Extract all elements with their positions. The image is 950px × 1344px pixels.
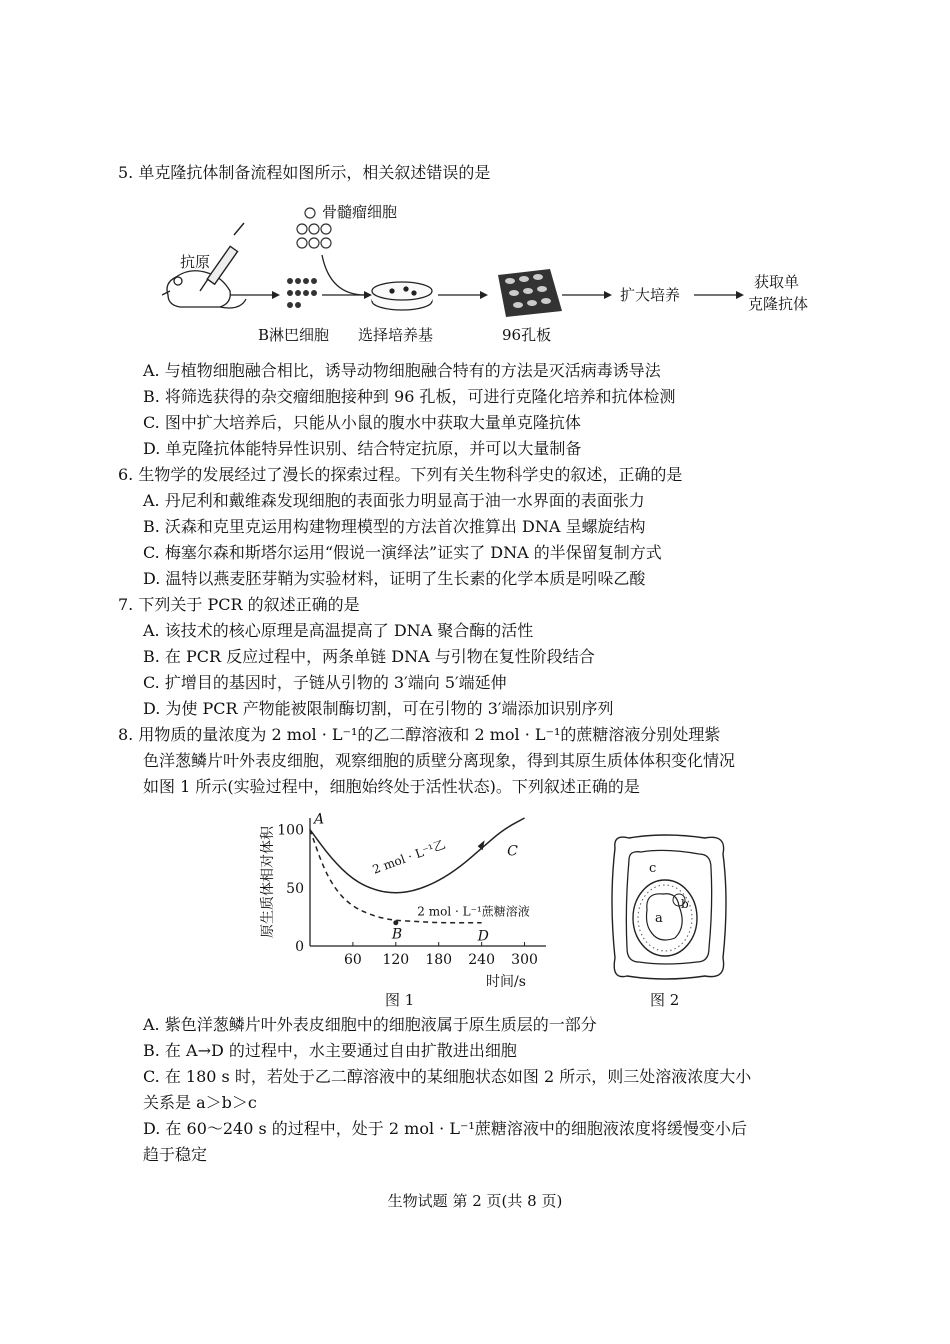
q6-stem: 6. 生物学的发展经过了漫长的探索过程。下列有关生物科学史的叙述，正确的是 bbox=[118, 465, 683, 484]
b-cell-label: B淋巴细胞 bbox=[258, 326, 330, 344]
q7-option-c: C. 扩增目的基因时，子链从引物的 3′端向 5′端延伸 bbox=[143, 673, 507, 692]
y-tick-label: 0 bbox=[295, 939, 304, 955]
obtain-label-2: 克隆抗体 bbox=[748, 295, 809, 313]
fig2-label-b: b bbox=[681, 897, 689, 911]
fig2-label-c: c bbox=[649, 861, 657, 876]
q8-stem-line-3: 如图 1 所示(实验过程中，细胞始终处于活性状态)。下列叙述正确的是 bbox=[143, 777, 640, 796]
point-label-d: D bbox=[477, 928, 489, 945]
series-label-sucrose: 2 mol · L⁻¹蔗糖溶液 bbox=[417, 904, 530, 919]
y-tick-label: 100 bbox=[277, 822, 304, 839]
q6-option-b: B. 沃森和克里克运用构建物理模型的方法首次推算出 DNA 呈螺旋结构 bbox=[143, 517, 646, 536]
q8-option-c-cont: 关系是 a＞b＞c bbox=[143, 1093, 257, 1112]
antigen-label: 抗原 bbox=[180, 253, 211, 271]
x-tick-label: 120 bbox=[382, 952, 410, 968]
q6-option-c: C. 梅塞尔森和斯塔尔运用“假说一演绎法”证实了 DNA 的半保留复制方式 bbox=[143, 543, 662, 562]
figure-1-chart bbox=[250, 808, 560, 1008]
q5-option-d: D. 单克隆抗体能特异性识别、结合特定抗原，并可以大量制备 bbox=[143, 439, 582, 458]
q6-option-d: D. 温特以燕麦胚芽鞘为实验材料，证明了生长素的化学本质是吲哚乙酸 bbox=[143, 569, 646, 588]
q5-option-b: B. 将筛选获得的杂交瘤细胞接种到 96 孔板，可进行克隆化培养和抗体检测 bbox=[143, 387, 676, 406]
q8-option-b: B. 在 A→D 的过程中，水主要通过自由扩散进出细胞 bbox=[143, 1041, 517, 1060]
well-plate-icon bbox=[498, 269, 562, 317]
medium-label: 选择培养基 bbox=[358, 326, 434, 344]
q8-stem-line-2: 色洋葱鳞片叶外表皮细胞，观察细胞的质壁分离现象，得到其原生质体体积变化情况 bbox=[143, 751, 736, 770]
q8-option-a: A. 紫色洋葱鳞片叶外表皮细胞中的细胞液属于原生质层的一部分 bbox=[143, 1015, 597, 1034]
x-axis-label: 时间/s bbox=[486, 974, 526, 990]
petri-dish-icon bbox=[372, 282, 432, 310]
y-axis-label: 原生质体相对体积 bbox=[260, 826, 276, 938]
point-label-b: B bbox=[391, 926, 403, 943]
q7-option-d: D. 为使 PCR 产物能被限制酶切割，可在引物的 3′端添加识别序列 bbox=[143, 699, 614, 718]
b-cell-cluster bbox=[287, 278, 317, 308]
q8-stem-line-1: 8. 用物质的量浓度为 2 mol · L⁻¹的乙二醇溶液和 2 mol · L⁻¹的蔗糖溶液分别处理紫 bbox=[118, 725, 721, 744]
obtain-label-1: 获取单 bbox=[754, 273, 800, 291]
q6-option-a: A. 丹尼利和戴维森发现细胞的表面张力明显高于油一水界面的表面张力 bbox=[143, 491, 645, 510]
mouse-icon bbox=[162, 271, 246, 308]
figure-2-cell-diagram bbox=[605, 830, 735, 985]
fig2-label-a: a bbox=[655, 911, 663, 926]
point-label-c: C bbox=[507, 843, 518, 860]
x-tick-label: 300 bbox=[511, 952, 538, 968]
q5-stem: 5. 单克隆抗体制备流程如图所示，相关叙述错误的是 bbox=[118, 163, 491, 182]
q5-option-c: C. 图中扩大培养后，只能从小鼠的腹水中获取大量单克隆抗体 bbox=[143, 413, 581, 432]
q5-option-a: A. 与植物细胞融合相比，诱导动物细胞融合特有的方法是灭活病毒诱导法 bbox=[143, 361, 661, 380]
point-b bbox=[393, 920, 398, 925]
q5-flow-diagram bbox=[150, 195, 850, 350]
arrowhead bbox=[478, 840, 485, 850]
q7-stem: 7. 下列关于 PCR 的叙述正确的是 bbox=[118, 595, 360, 614]
plate-label: 96孔板 bbox=[502, 326, 552, 344]
figure-1-caption: 图 1 bbox=[385, 991, 415, 1009]
q7-option-b: B. 在 PCR 反应过程中，两条单链 DNA 与引物在复性阶段结合 bbox=[143, 647, 595, 666]
q8-option-d: D. 在 60～240 s 的过程中，处于 2 mol · L⁻¹蔗糖溶液中的细胞液浓度将缓慢变小后 bbox=[143, 1119, 747, 1138]
y-tick-label: 50 bbox=[286, 880, 304, 897]
expand-label: 扩大培养 bbox=[620, 286, 681, 304]
x-tick-label: 60 bbox=[343, 952, 362, 968]
figure-2-caption: 图 2 bbox=[650, 991, 680, 1009]
myeloma-label: 骨髓瘤细胞 bbox=[322, 203, 398, 221]
q7-option-a: A. 该技术的核心原理是高温提高了 DNA 聚合酶的活性 bbox=[143, 621, 534, 640]
page-footer: 生物试题 第 2 页(共 8 页) bbox=[387, 1192, 563, 1210]
series-label-ethylene-glycol: 2 mol · L⁻¹乙 bbox=[370, 837, 448, 877]
x-tick-label: 240 bbox=[468, 952, 496, 968]
x-tick-label: 180 bbox=[425, 952, 453, 968]
q8-option-d-cont: 趋于稳定 bbox=[143, 1145, 208, 1164]
q8-option-c: C. 在 180 s 时，若处于乙二醇溶液中的某细胞状态如图 2 所示，则三处溶液浓度大小 bbox=[143, 1067, 752, 1086]
point-label-a: A bbox=[314, 811, 325, 828]
